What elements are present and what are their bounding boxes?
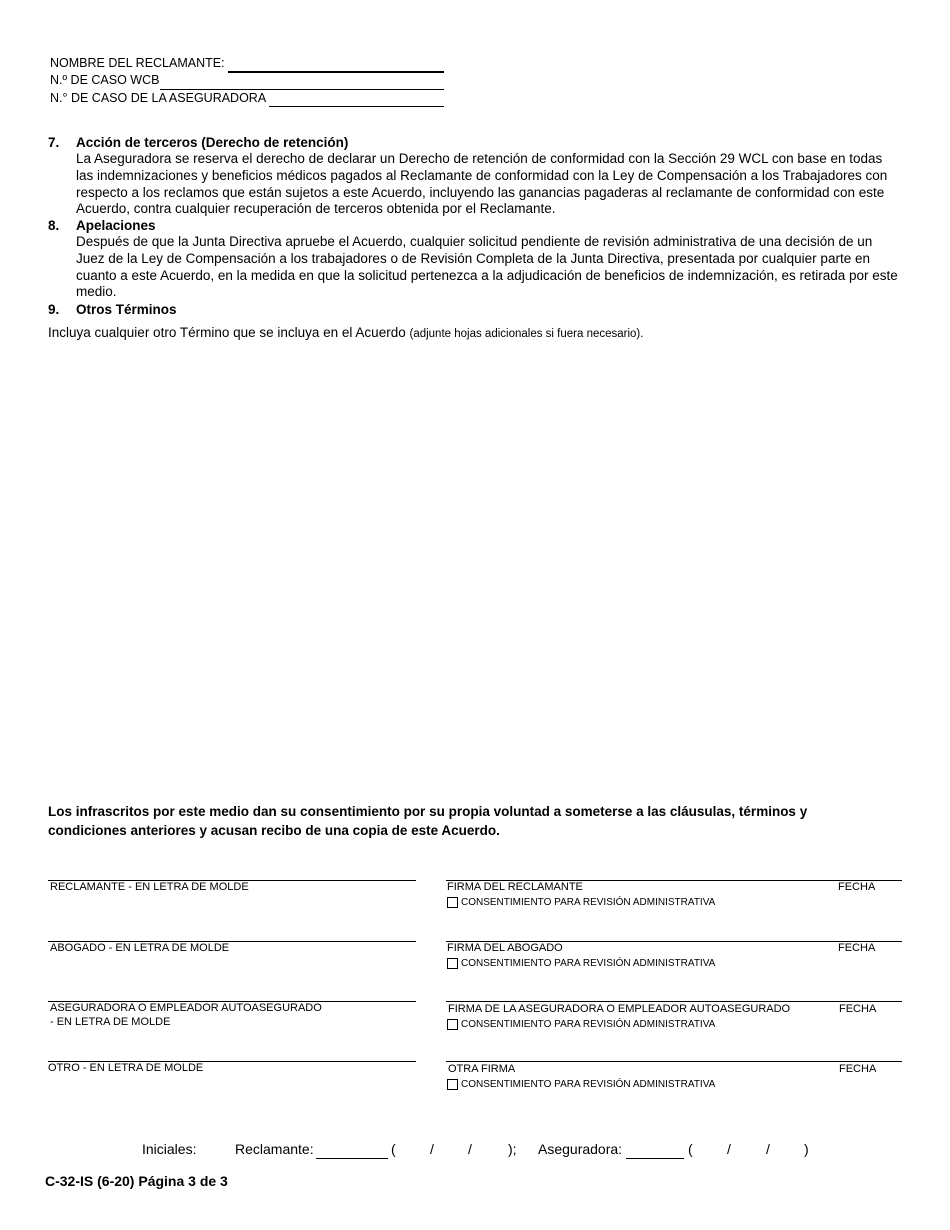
initials-label: Iniciales:: [142, 1141, 197, 1157]
claimant-consent-checkbox[interactable]: [447, 897, 458, 908]
initials-carrier-field[interactable]: [626, 1158, 684, 1159]
initials-claimant-close-paren: );: [508, 1141, 517, 1157]
section-9-title: Otros Términos: [76, 302, 177, 317]
attorney-consent-checkbox[interactable]: [447, 958, 458, 969]
attorney-consent-row: [447, 958, 715, 969]
initials-carrier-slash-2: /: [766, 1141, 770, 1157]
other-terms-note: (adjunte hojas adicionales si fuera necesario).: [409, 328, 644, 340]
section-8-body: Después de que la Junta Directiva apruebe el Acuerdo, cualquier solicitud pendiente de revisión administrativa de una decisión de un Juez de la Ley de Compensación a los trabajadores o de Revisión Completa de la Junta Directiva, presentada por cualquier parte en cuanto a este Acuerdo, en la medida en que la solicitud pertenezca a la adjudicación de beneficios de indemnización, es retirada por este medio.: [76, 234, 898, 300]
carrier-consent-row: [447, 1019, 715, 1030]
initials-claimant-field[interactable]: [316, 1158, 388, 1159]
initials-claimant-label: Reclamante:: [235, 1141, 314, 1157]
initials-carrier-open-paren: (: [688, 1141, 693, 1157]
section-8-number: 8.: [48, 218, 60, 233]
initials-claimant-slash-1: /: [430, 1141, 434, 1157]
section-7-title: Acción de terceros (Derecho de retención): [76, 135, 349, 150]
carrier-signature-label: FIRMA DE LA ASEGURADORA O EMPLEADOR AUTOASEGURADO: [448, 1003, 791, 1015]
attorney-date-label: FECHA: [838, 942, 876, 954]
carrier-signature-line[interactable]: [446, 1001, 902, 1002]
carrier-consent-label: CONSENTIMIENTO PARA REVISIÓN ADMINISTRATIVA: [461, 1019, 716, 1030]
initials-claimant-slash-2: /: [468, 1141, 472, 1157]
consent-statement: Los infrascritos por este medio dan su consentimiento por su propia voluntad a someterse a las cláusulas, términos y condiciones anteriores y acusan recibo de una copia de este Acuerdo.: [48, 804, 808, 838]
claimant-date-label: FECHA: [838, 881, 876, 893]
claimant-signature-label: FIRMA DEL RECLAMANTE: [447, 881, 583, 893]
section-8-title: Apelaciones: [76, 218, 156, 233]
other-signature-label: OTRA FIRMA: [448, 1063, 516, 1075]
attorney-print-label: ABOGADO - EN LETRA DE MOLDE: [50, 942, 230, 954]
other-terms-instruction: [48, 325, 643, 340]
carrier-consent-checkbox[interactable]: [447, 1019, 458, 1030]
other-terms-area[interactable]: [48, 345, 904, 785]
claimant-print-label: RECLAMANTE - EN LETRA DE MOLDE: [50, 881, 249, 893]
claimant-consent-label: CONSENTIMIENTO PARA REVISIÓN ADMINISTRATIVA: [461, 897, 716, 908]
initials-claimant-open-paren: (: [391, 1141, 396, 1157]
other-print-label: OTRO - EN LETRA DE MOLDE: [48, 1062, 204, 1074]
claimant-name-label: NOMBRE DEL RECLAMANTE:: [50, 56, 225, 70]
other-consent-label: CONSENTIMIENTO PARA REVISIÓN ADMINISTRATIVA: [461, 1079, 716, 1090]
carrier-print-label: ASEGURADORA O EMPLEADOR AUTOASEGURADO: [50, 1002, 322, 1014]
carrier-date-label: FECHA: [839, 1003, 877, 1015]
other-date-label: FECHA: [839, 1063, 877, 1075]
attorney-signature-label: FIRMA DEL ABOGADO: [447, 942, 563, 954]
section-9-number: 9.: [48, 302, 60, 317]
claimant-consent-row: [447, 897, 715, 908]
form-footer-id: C-32-IS (6-20) Página 3 de 3: [45, 1173, 228, 1189]
other-consent-row: [447, 1079, 715, 1090]
wcb-case-label: N.º DE CASO WCB: [50, 73, 160, 87]
claimant-name-field[interactable]: [228, 71, 444, 73]
carrier-case-field[interactable]: [269, 106, 444, 107]
carrier-case-label: N.° DE CASO DE LA ASEGURADORA: [50, 91, 267, 105]
initials-carrier-close-paren: ): [804, 1141, 809, 1157]
other-consent-checkbox[interactable]: [447, 1079, 458, 1090]
carrier-print-label-line-2: - EN LETRA DE MOLDE: [50, 1016, 171, 1028]
wcb-case-field[interactable]: [160, 89, 444, 90]
initials-carrier-slash-1: /: [727, 1141, 731, 1157]
other-terms-text: Incluya cualquier otro Término que se incluya en el Acuerdo: [48, 325, 406, 340]
section-7-number: 7.: [48, 135, 60, 150]
section-7-body: La Aseguradora se reserva el derecho de declarar un Derecho de retención de conformidad con la Sección 29 WCL con base en todas las indemnizaciones y beneficios médicos pagados al Reclamante de conformidad con la Ley de Compensación a los Trabajadores con respecto a los reclamos que están sujetos a este Acuerdo, incluyendo las ganancias pagaderas al reclamante de conformidad con este Acuerdo, contra cualquier recuperación de terceros obtenida por el Reclamante.: [76, 151, 888, 217]
initials-carrier-label: Aseguradora:: [538, 1141, 623, 1157]
other-signature-line[interactable]: [446, 1061, 902, 1062]
attorney-consent-label: CONSENTIMIENTO PARA REVISIÓN ADMINISTRATIVA: [461, 958, 716, 969]
